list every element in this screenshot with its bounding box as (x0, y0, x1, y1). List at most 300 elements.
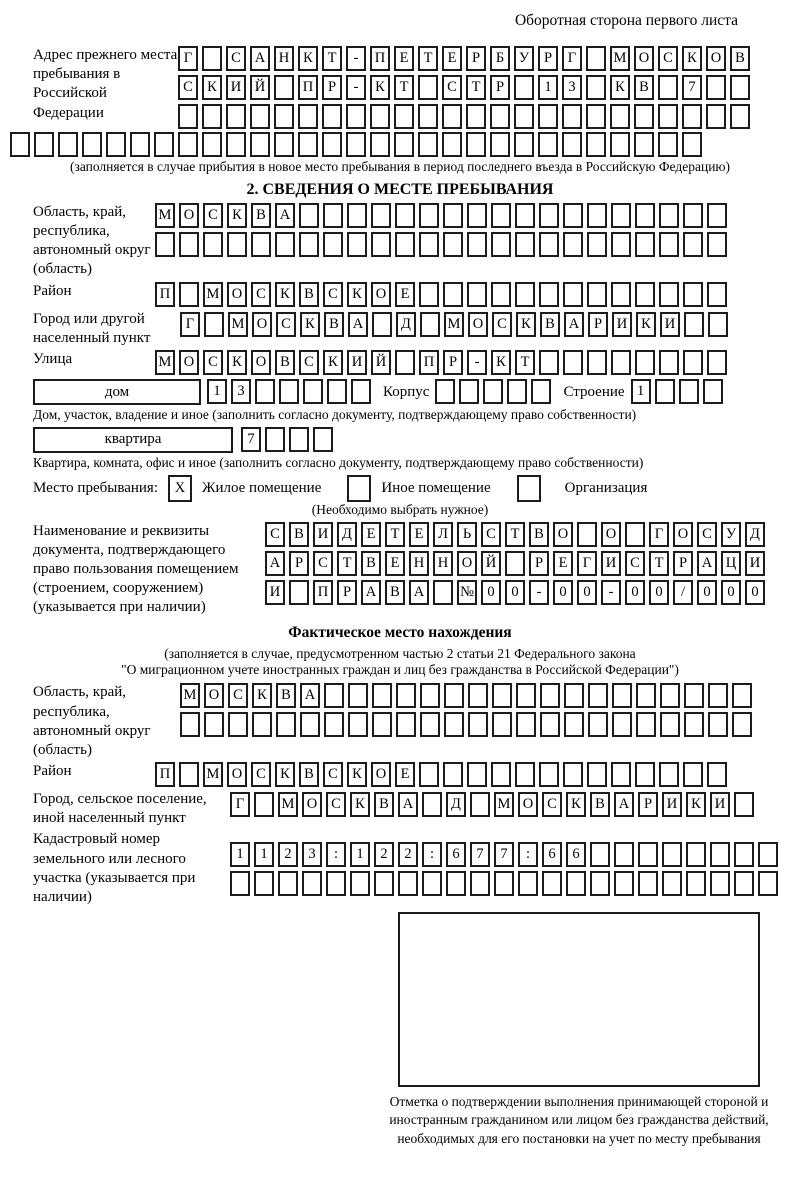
char-cell[interactable] (351, 379, 371, 404)
char-cell[interactable] (516, 712, 536, 737)
char-cell[interactable] (372, 712, 392, 737)
char-cell[interactable]: О (371, 762, 391, 787)
char-cell[interactable]: Р (538, 46, 558, 71)
char-cell[interactable] (274, 132, 294, 157)
char-cell[interactable]: 7 (241, 427, 261, 452)
char-cell[interactable] (708, 312, 728, 337)
char-cell[interactable]: К (686, 792, 706, 817)
char-cell[interactable] (323, 203, 343, 228)
char-cell[interactable]: С (299, 350, 319, 375)
char-cell[interactable] (442, 104, 462, 129)
char-cell[interactable] (419, 762, 439, 787)
char-cell[interactable]: 0 (553, 580, 573, 605)
char-cell[interactable] (346, 104, 366, 129)
char-cell[interactable] (505, 551, 525, 576)
char-cell[interactable] (203, 232, 223, 257)
char-cell[interactable] (662, 842, 682, 867)
char-cell[interactable]: К (298, 46, 318, 71)
char-cell[interactable] (250, 104, 270, 129)
char-cell[interactable] (611, 282, 631, 307)
char-cell[interactable] (590, 842, 610, 867)
char-cell[interactable] (707, 350, 727, 375)
char-cell[interactable] (154, 132, 174, 157)
char-cell[interactable] (516, 683, 536, 708)
char-cell[interactable] (706, 104, 726, 129)
char-cell[interactable]: Р (638, 792, 658, 817)
char-cell[interactable] (179, 232, 199, 257)
char-cell[interactable]: П (313, 580, 333, 605)
char-cell[interactable]: Т (515, 350, 535, 375)
char-cell[interactable] (563, 203, 583, 228)
char-cell[interactable] (732, 683, 752, 708)
char-cell[interactable]: Г (649, 522, 669, 547)
char-cell[interactable]: К (347, 282, 367, 307)
char-cell[interactable] (563, 762, 583, 787)
char-cell[interactable] (635, 282, 655, 307)
char-cell[interactable] (350, 871, 370, 896)
char-cell[interactable]: К (227, 350, 247, 375)
char-cell[interactable]: А (409, 580, 429, 605)
char-cell[interactable]: С (697, 522, 717, 547)
char-cell[interactable]: С (228, 683, 248, 708)
char-cell[interactable]: С (178, 75, 198, 100)
char-cell[interactable]: К (275, 762, 295, 787)
char-cell[interactable] (611, 232, 631, 257)
char-cell[interactable]: О (252, 312, 272, 337)
char-cell[interactable] (587, 232, 607, 257)
char-cell[interactable] (660, 712, 680, 737)
char-cell[interactable] (683, 350, 703, 375)
char-cell[interactable]: Д (446, 792, 466, 817)
char-cell[interactable]: 0 (649, 580, 669, 605)
char-cell[interactable] (443, 282, 463, 307)
char-cell[interactable] (531, 379, 551, 404)
char-cell[interactable]: : (518, 842, 538, 867)
char-cell[interactable]: Р (289, 551, 309, 576)
char-cell[interactable] (518, 871, 538, 896)
char-cell[interactable]: 0 (577, 580, 597, 605)
char-cell[interactable]: С (276, 312, 296, 337)
char-cell[interactable] (251, 232, 271, 257)
char-cell[interactable]: - (467, 350, 487, 375)
char-cell[interactable]: И (347, 350, 367, 375)
char-cell[interactable]: К (323, 350, 343, 375)
char-cell[interactable] (155, 232, 175, 257)
char-cell[interactable]: К (566, 792, 586, 817)
char-cell[interactable]: Е (395, 762, 415, 787)
char-cell[interactable] (564, 712, 584, 737)
char-cell[interactable]: М (444, 312, 464, 337)
char-cell[interactable] (395, 350, 415, 375)
char-cell[interactable]: К (300, 312, 320, 337)
char-cell[interactable] (275, 232, 295, 257)
checkbox-zhiloe[interactable]: X (168, 475, 192, 502)
char-cell[interactable]: В (299, 282, 319, 307)
char-cell[interactable]: С (203, 350, 223, 375)
char-cell[interactable] (635, 762, 655, 787)
char-cell[interactable]: О (204, 683, 224, 708)
char-cell[interactable]: О (371, 282, 391, 307)
char-cell[interactable] (372, 312, 392, 337)
char-cell[interactable] (444, 683, 464, 708)
char-cell[interactable] (470, 871, 490, 896)
char-cell[interactable] (659, 350, 679, 375)
char-cell[interactable]: С (251, 282, 271, 307)
char-cell[interactable] (734, 792, 754, 817)
char-cell[interactable]: Л (433, 522, 453, 547)
char-cell[interactable] (204, 312, 224, 337)
char-cell[interactable]: Т (322, 46, 342, 71)
char-cell[interactable] (300, 712, 320, 737)
char-cell[interactable]: П (419, 350, 439, 375)
char-cell[interactable]: В (276, 683, 296, 708)
char-cell[interactable]: Т (394, 75, 414, 100)
char-cell[interactable] (279, 379, 299, 404)
char-cell[interactable]: 2 (278, 842, 298, 867)
char-cell[interactable]: У (721, 522, 741, 547)
char-cell[interactable]: С (251, 762, 271, 787)
char-cell[interactable]: О (302, 792, 322, 817)
char-cell[interactable]: М (610, 46, 630, 71)
char-cell[interactable] (254, 871, 274, 896)
char-cell[interactable] (590, 871, 610, 896)
char-cell[interactable]: Ц (721, 551, 741, 576)
char-cell[interactable] (395, 232, 415, 257)
char-cell[interactable] (686, 842, 706, 867)
char-cell[interactable] (202, 104, 222, 129)
char-cell[interactable] (562, 104, 582, 129)
char-cell[interactable]: М (203, 762, 223, 787)
char-cell[interactable]: О (706, 46, 726, 71)
char-cell[interactable] (276, 712, 296, 737)
char-cell[interactable]: 1 (254, 842, 274, 867)
char-cell[interactable] (734, 842, 754, 867)
char-cell[interactable] (418, 75, 438, 100)
char-cell[interactable] (289, 580, 309, 605)
char-cell[interactable] (710, 871, 730, 896)
char-cell[interactable]: С (323, 282, 343, 307)
char-cell[interactable]: А (614, 792, 634, 817)
char-cell[interactable]: О (179, 350, 199, 375)
char-cell[interactable]: Р (490, 75, 510, 100)
char-cell[interactable] (443, 203, 463, 228)
char-cell[interactable] (614, 842, 634, 867)
char-cell[interactable] (468, 712, 488, 737)
char-cell[interactable]: С (658, 46, 678, 71)
char-cell[interactable] (491, 282, 511, 307)
char-cell[interactable]: Г (180, 312, 200, 337)
char-cell[interactable] (274, 75, 294, 100)
char-cell[interactable] (467, 203, 487, 228)
char-cell[interactable]: № (457, 580, 477, 605)
char-cell[interactable] (683, 203, 703, 228)
char-cell[interactable] (635, 350, 655, 375)
char-cell[interactable]: Р (443, 350, 463, 375)
char-cell[interactable] (483, 379, 503, 404)
char-cell[interactable]: К (370, 75, 390, 100)
char-cell[interactable] (347, 232, 367, 257)
char-cell[interactable] (638, 871, 658, 896)
char-cell[interactable]: Р (337, 580, 357, 605)
char-cell[interactable] (539, 282, 559, 307)
char-cell[interactable]: П (298, 75, 318, 100)
char-cell[interactable] (708, 712, 728, 737)
char-cell[interactable] (419, 232, 439, 257)
char-cell[interactable] (635, 232, 655, 257)
char-cell[interactable] (34, 132, 54, 157)
char-cell[interactable] (302, 871, 322, 896)
char-cell[interactable] (563, 232, 583, 257)
char-cell[interactable] (230, 871, 250, 896)
char-cell[interactable]: 1 (350, 842, 370, 867)
char-cell[interactable] (683, 282, 703, 307)
char-cell[interactable] (442, 132, 462, 157)
char-cell[interactable] (347, 203, 367, 228)
char-cell[interactable] (686, 871, 706, 896)
char-cell[interactable]: А (348, 312, 368, 337)
char-cell[interactable]: С (481, 522, 501, 547)
char-cell[interactable]: Й (371, 350, 391, 375)
char-cell[interactable] (514, 132, 534, 157)
char-cell[interactable] (371, 203, 391, 228)
char-cell[interactable] (707, 232, 727, 257)
char-cell[interactable] (586, 104, 606, 129)
char-cell[interactable] (539, 350, 559, 375)
char-cell[interactable] (732, 712, 752, 737)
char-cell[interactable]: Т (505, 522, 525, 547)
char-cell[interactable]: К (516, 312, 536, 337)
char-cell[interactable] (420, 312, 440, 337)
char-cell[interactable] (265, 427, 285, 452)
char-cell[interactable] (507, 379, 527, 404)
char-cell[interactable]: В (529, 522, 549, 547)
char-cell[interactable] (398, 871, 418, 896)
char-cell[interactable]: О (518, 792, 538, 817)
char-cell[interactable]: О (468, 312, 488, 337)
char-cell[interactable] (227, 232, 247, 257)
char-cell[interactable] (684, 712, 704, 737)
char-cell[interactable]: В (361, 551, 381, 576)
char-cell[interactable] (706, 75, 726, 100)
char-cell[interactable]: М (228, 312, 248, 337)
char-cell[interactable] (659, 203, 679, 228)
char-cell[interactable]: Г (577, 551, 597, 576)
char-cell[interactable] (658, 75, 678, 100)
char-cell[interactable]: К (610, 75, 630, 100)
checkbox-inoe[interactable] (347, 475, 371, 502)
char-cell[interactable]: Т (649, 551, 669, 576)
char-cell[interactable]: А (275, 203, 295, 228)
char-cell[interactable] (564, 683, 584, 708)
char-cell[interactable] (540, 712, 560, 737)
char-cell[interactable]: 7 (682, 75, 702, 100)
char-cell[interactable]: К (202, 75, 222, 100)
char-cell[interactable] (634, 132, 654, 157)
char-cell[interactable]: М (180, 683, 200, 708)
char-cell[interactable]: С (265, 522, 285, 547)
char-cell[interactable] (758, 871, 778, 896)
char-cell[interactable] (586, 46, 606, 71)
char-cell[interactable] (228, 712, 248, 737)
char-cell[interactable] (562, 132, 582, 157)
char-cell[interactable]: Р (322, 75, 342, 100)
char-cell[interactable]: Е (442, 46, 462, 71)
char-cell[interactable]: И (662, 792, 682, 817)
char-cell[interactable] (303, 379, 323, 404)
char-cell[interactable] (299, 203, 319, 228)
char-cell[interactable] (494, 871, 514, 896)
char-cell[interactable]: М (203, 282, 223, 307)
char-cell[interactable] (588, 683, 608, 708)
char-cell[interactable] (396, 683, 416, 708)
char-cell[interactable] (255, 379, 275, 404)
char-cell[interactable] (611, 203, 631, 228)
char-cell[interactable]: И (710, 792, 730, 817)
char-cell[interactable] (395, 203, 415, 228)
char-cell[interactable] (515, 762, 535, 787)
checkbox-organizaciya[interactable] (517, 475, 541, 502)
char-cell[interactable] (468, 683, 488, 708)
char-cell[interactable]: : (326, 842, 346, 867)
char-cell[interactable] (254, 792, 274, 817)
char-cell[interactable]: Р (466, 46, 486, 71)
char-cell[interactable] (467, 232, 487, 257)
char-cell[interactable] (587, 282, 607, 307)
char-cell[interactable] (659, 232, 679, 257)
char-cell[interactable]: 3 (562, 75, 582, 100)
char-cell[interactable] (178, 132, 198, 157)
char-cell[interactable]: Г (562, 46, 582, 71)
char-cell[interactable] (443, 232, 463, 257)
char-cell[interactable] (683, 232, 703, 257)
char-cell[interactable]: И (265, 580, 285, 605)
char-cell[interactable]: И (313, 522, 333, 547)
char-cell[interactable]: О (673, 522, 693, 547)
char-cell[interactable]: С (323, 762, 343, 787)
char-cell[interactable] (348, 683, 368, 708)
char-cell[interactable] (515, 203, 535, 228)
char-cell[interactable] (539, 762, 559, 787)
char-cell[interactable] (566, 871, 586, 896)
char-cell[interactable]: О (251, 350, 271, 375)
char-cell[interactable]: Й (250, 75, 270, 100)
char-cell[interactable]: К (636, 312, 656, 337)
char-cell[interactable] (274, 104, 294, 129)
char-cell[interactable] (180, 712, 200, 737)
char-cell[interactable] (577, 522, 597, 547)
char-cell[interactable] (515, 232, 535, 257)
char-cell[interactable] (396, 712, 416, 737)
char-cell[interactable] (659, 762, 679, 787)
char-cell[interactable]: Г (230, 792, 250, 817)
char-cell[interactable] (419, 203, 439, 228)
char-cell[interactable] (324, 712, 344, 737)
char-cell[interactable] (638, 842, 658, 867)
char-cell[interactable] (394, 104, 414, 129)
char-cell[interactable] (563, 282, 583, 307)
char-cell[interactable]: Б (490, 46, 510, 71)
char-cell[interactable] (636, 683, 656, 708)
char-cell[interactable]: У (514, 46, 534, 71)
char-cell[interactable] (202, 46, 222, 71)
char-cell[interactable] (394, 132, 414, 157)
char-cell[interactable] (250, 132, 270, 157)
char-cell[interactable] (106, 132, 126, 157)
char-cell[interactable]: П (155, 282, 175, 307)
char-cell[interactable]: - (346, 75, 366, 100)
char-cell[interactable]: А (265, 551, 285, 576)
char-cell[interactable]: К (227, 203, 247, 228)
char-cell[interactable]: Е (361, 522, 381, 547)
char-cell[interactable] (433, 580, 453, 605)
char-cell[interactable] (327, 379, 347, 404)
char-cell[interactable] (179, 282, 199, 307)
char-cell[interactable] (419, 282, 439, 307)
char-cell[interactable]: С (313, 551, 333, 576)
char-cell[interactable] (322, 104, 342, 129)
char-cell[interactable]: Н (274, 46, 294, 71)
char-cell[interactable] (514, 75, 534, 100)
char-cell[interactable]: Р (588, 312, 608, 337)
char-cell[interactable]: А (398, 792, 418, 817)
char-cell[interactable] (324, 683, 344, 708)
char-cell[interactable]: 2 (374, 842, 394, 867)
char-cell[interactable] (710, 842, 730, 867)
char-cell[interactable]: В (374, 792, 394, 817)
char-cell[interactable]: Т (466, 75, 486, 100)
char-cell[interactable] (372, 683, 392, 708)
char-cell[interactable] (298, 104, 318, 129)
char-cell[interactable]: А (697, 551, 717, 576)
char-cell[interactable]: С (203, 203, 223, 228)
char-cell[interactable] (636, 712, 656, 737)
char-cell[interactable]: 7 (494, 842, 514, 867)
char-cell[interactable] (466, 132, 486, 157)
char-cell[interactable] (299, 232, 319, 257)
char-cell[interactable]: К (347, 762, 367, 787)
char-cell[interactable]: П (370, 46, 390, 71)
char-cell[interactable] (703, 379, 723, 404)
char-cell[interactable]: 1 (230, 842, 250, 867)
char-cell[interactable]: 0 (697, 580, 717, 605)
char-cell[interactable]: В (385, 580, 405, 605)
char-cell[interactable] (467, 762, 487, 787)
char-cell[interactable]: Д (745, 522, 765, 547)
char-cell[interactable]: Г (178, 46, 198, 71)
char-cell[interactable] (658, 104, 678, 129)
char-cell[interactable] (734, 871, 754, 896)
char-cell[interactable] (587, 350, 607, 375)
char-cell[interactable] (370, 132, 390, 157)
char-cell[interactable] (539, 232, 559, 257)
char-cell[interactable]: В (634, 75, 654, 100)
char-cell[interactable]: И (601, 551, 621, 576)
char-cell[interactable] (587, 762, 607, 787)
char-cell[interactable] (179, 762, 199, 787)
char-cell[interactable]: В (289, 522, 309, 547)
char-cell[interactable] (346, 132, 366, 157)
char-cell[interactable] (539, 203, 559, 228)
char-cell[interactable]: Т (337, 551, 357, 576)
char-cell[interactable]: Р (529, 551, 549, 576)
char-cell[interactable]: М (494, 792, 514, 817)
char-cell[interactable]: 2 (398, 842, 418, 867)
char-cell[interactable]: О (227, 762, 247, 787)
char-cell[interactable] (707, 203, 727, 228)
char-cell[interactable] (635, 203, 655, 228)
char-cell[interactable]: С (625, 551, 645, 576)
char-cell[interactable] (683, 762, 703, 787)
